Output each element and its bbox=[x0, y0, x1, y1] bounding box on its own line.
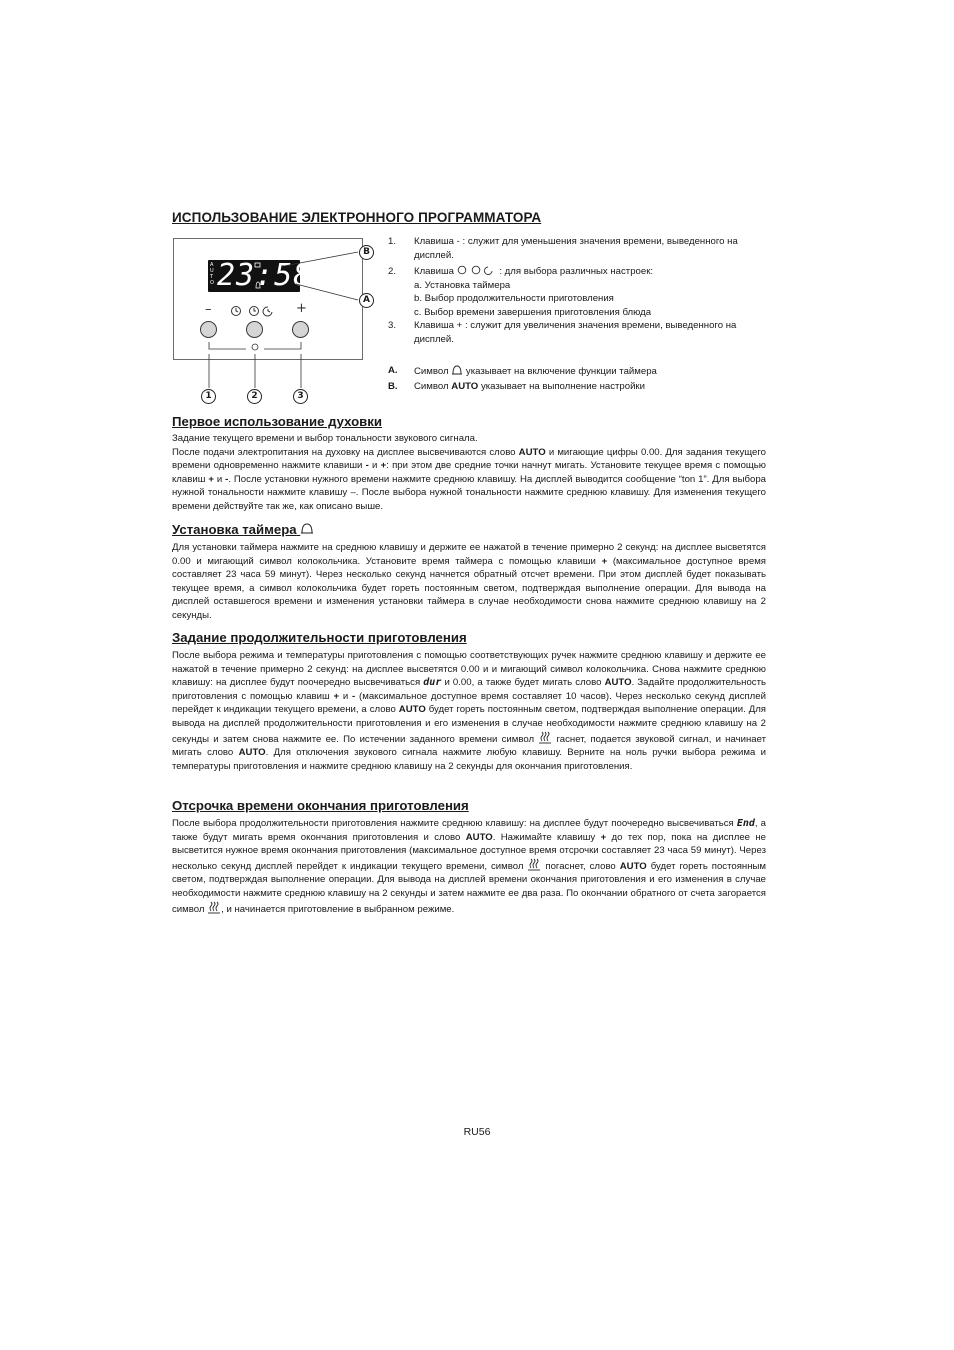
bell-icon bbox=[300, 522, 314, 536]
lcd-bell-icon bbox=[256, 282, 260, 288]
section-body-timer: Для установки таймера нажмите на среднюю клавишу и держите ее нажатой в течение примерно 2 секунд: на дисплее высветятся 0.00 и мигающий символ колокольчика. Установите время таймера с помощью клавиши + (максимальное доступное время составляет 23 часа 59 минут). Через несколько секунд начнется обратный отсчет времени. При этом дисплей будет показывать текущее время, а символ колокольчика будет гореть постоянным светом, подтверждая выполнение операции. Для вывода на дисплей оставшегося времени и изменения установки таймера в случае необходимости снова нажмите среднюю клавишу на 2 секунды. bbox=[172, 542, 766, 621]
lcd-auto-indicator: A U T O bbox=[210, 262, 214, 286]
cooking-heat-icon bbox=[527, 858, 541, 871]
mode-icons bbox=[230, 304, 276, 318]
end-segment-text: End bbox=[736, 818, 755, 829]
callout-3: 3 bbox=[293, 389, 308, 404]
section-body-first-use: Задание текущего времени и выбор тональности звукового сигнала. После подачи электропитания на духовку на дисплее высвечиваются слово AUTO и мигающие цифры 0.00. Для задания текущего времени одновременно нажмите клавиши - и +: при этом две средние точки начнут мигать. Установите текущее время с помощью клавиш + и -. После установки нужного времени нажмите среднюю клавишу. На дисплей выводится сообщение “ton 1”. Для выбора нужной тональности нажмите клавишу –. После выбора нужной тональности нажмите среднюю клавишу. Для изменения текущего времени действуйте так же, как описано выше. bbox=[172, 433, 766, 512]
cooking-heat-icon bbox=[207, 901, 221, 914]
section-body-duration: После выбора режима и температуры приготовления с помощью соответствующих ручек нажмите среднюю клавишу и держите ее нажатой в течение примерно 2 секунд: на дисплее высветятся 0.00 и и мигающий символ колокольчика. Снова нажмите среднюю клавишу: на дисплее будут поочередно высвечиваться dur и 0.00, а также будет мигать слово AUTO. Задайте продолжительность приготовления с помощью клавиш + и - (максимальное доступное время составляет 10 часов). Через несколько секунд дисплей перейдет к индикации текущего времени, а слово AUTO будет гореть постоянным светом, подтверждая выполнение операции. Для вывода на дисплей продолжительности приготовления и его изменения в случае необходимости нажмите среднюю клавишу на 2 секунды и затем снова нажмите ее. По истечении заданного времени символ гаснет, подается звуковой сигнал, и начинает мигать слово AUTO. Для отключения звукового сигнала нажмите любую клавишу. Верните на ноль ручки выбора режима и температуры приготовления и нажмите среднюю клавишу на 2 секунды для окончания приготовления. bbox=[172, 650, 767, 772]
callout-2: 2 bbox=[247, 389, 262, 404]
dur-segment-text: dur bbox=[423, 677, 442, 689]
section-heading-delay: Отсрочка времени окончания приготовления bbox=[172, 798, 469, 813]
callout-a: A bbox=[359, 293, 374, 308]
section-heading-duration: Задание продолжительности приготовления bbox=[172, 630, 467, 645]
section-heading-first-use: Первое использование духовки bbox=[172, 414, 382, 429]
plus-label: + bbox=[296, 301, 307, 316]
end-time-icon bbox=[263, 307, 272, 316]
mode-key-icons bbox=[457, 265, 497, 275]
minus-label: – bbox=[205, 302, 212, 317]
callout-lines bbox=[270, 244, 370, 306]
lcd-time: 23:58 bbox=[217, 258, 313, 293]
diagram-leader-lines bbox=[200, 336, 310, 416]
lcd-indicators bbox=[254, 262, 262, 290]
page-number: RU56 bbox=[463, 1126, 491, 1138]
section-body-delay: После выбора продолжительности приготовления нажмите среднюю клавишу: на дисплее будут поочередно высвечиваться End, а также будут мигать время окончания приготовления и слово AUTO. Нажимайте клавишу + до тех пор, пока на дисплее не высветится нужное время окончания приготовления (максимальное доступное время отсрочки составляет 23 часа 59 минут). Через несколько секунд дисплей перейдет к индикации текущего времени, символ погаснет, слово AUTO будет гореть постоянным светом, подтверждая выполнение операции. Для вывода на дисплей времени окончания приготовления и его изменения в случае необходимости нажмите среднюю клавишу на 2 секунды и затем нажмите ее два раза. По окончании обратного от счета загорается символ , и начинается приготовление в выбранном режиме. bbox=[172, 818, 767, 915]
callout-1: 1 bbox=[201, 389, 216, 404]
callout-b: B bbox=[359, 245, 374, 260]
page-title: ИСПОЛЬЗОВАНИЕ ЭЛЕКТРОННОГО ПРОГРАММАТОРА bbox=[172, 210, 542, 225]
section-heading-timer: Установка таймера bbox=[172, 522, 314, 537]
bell-icon bbox=[451, 364, 463, 376]
cooking-heat-icon bbox=[538, 731, 552, 744]
